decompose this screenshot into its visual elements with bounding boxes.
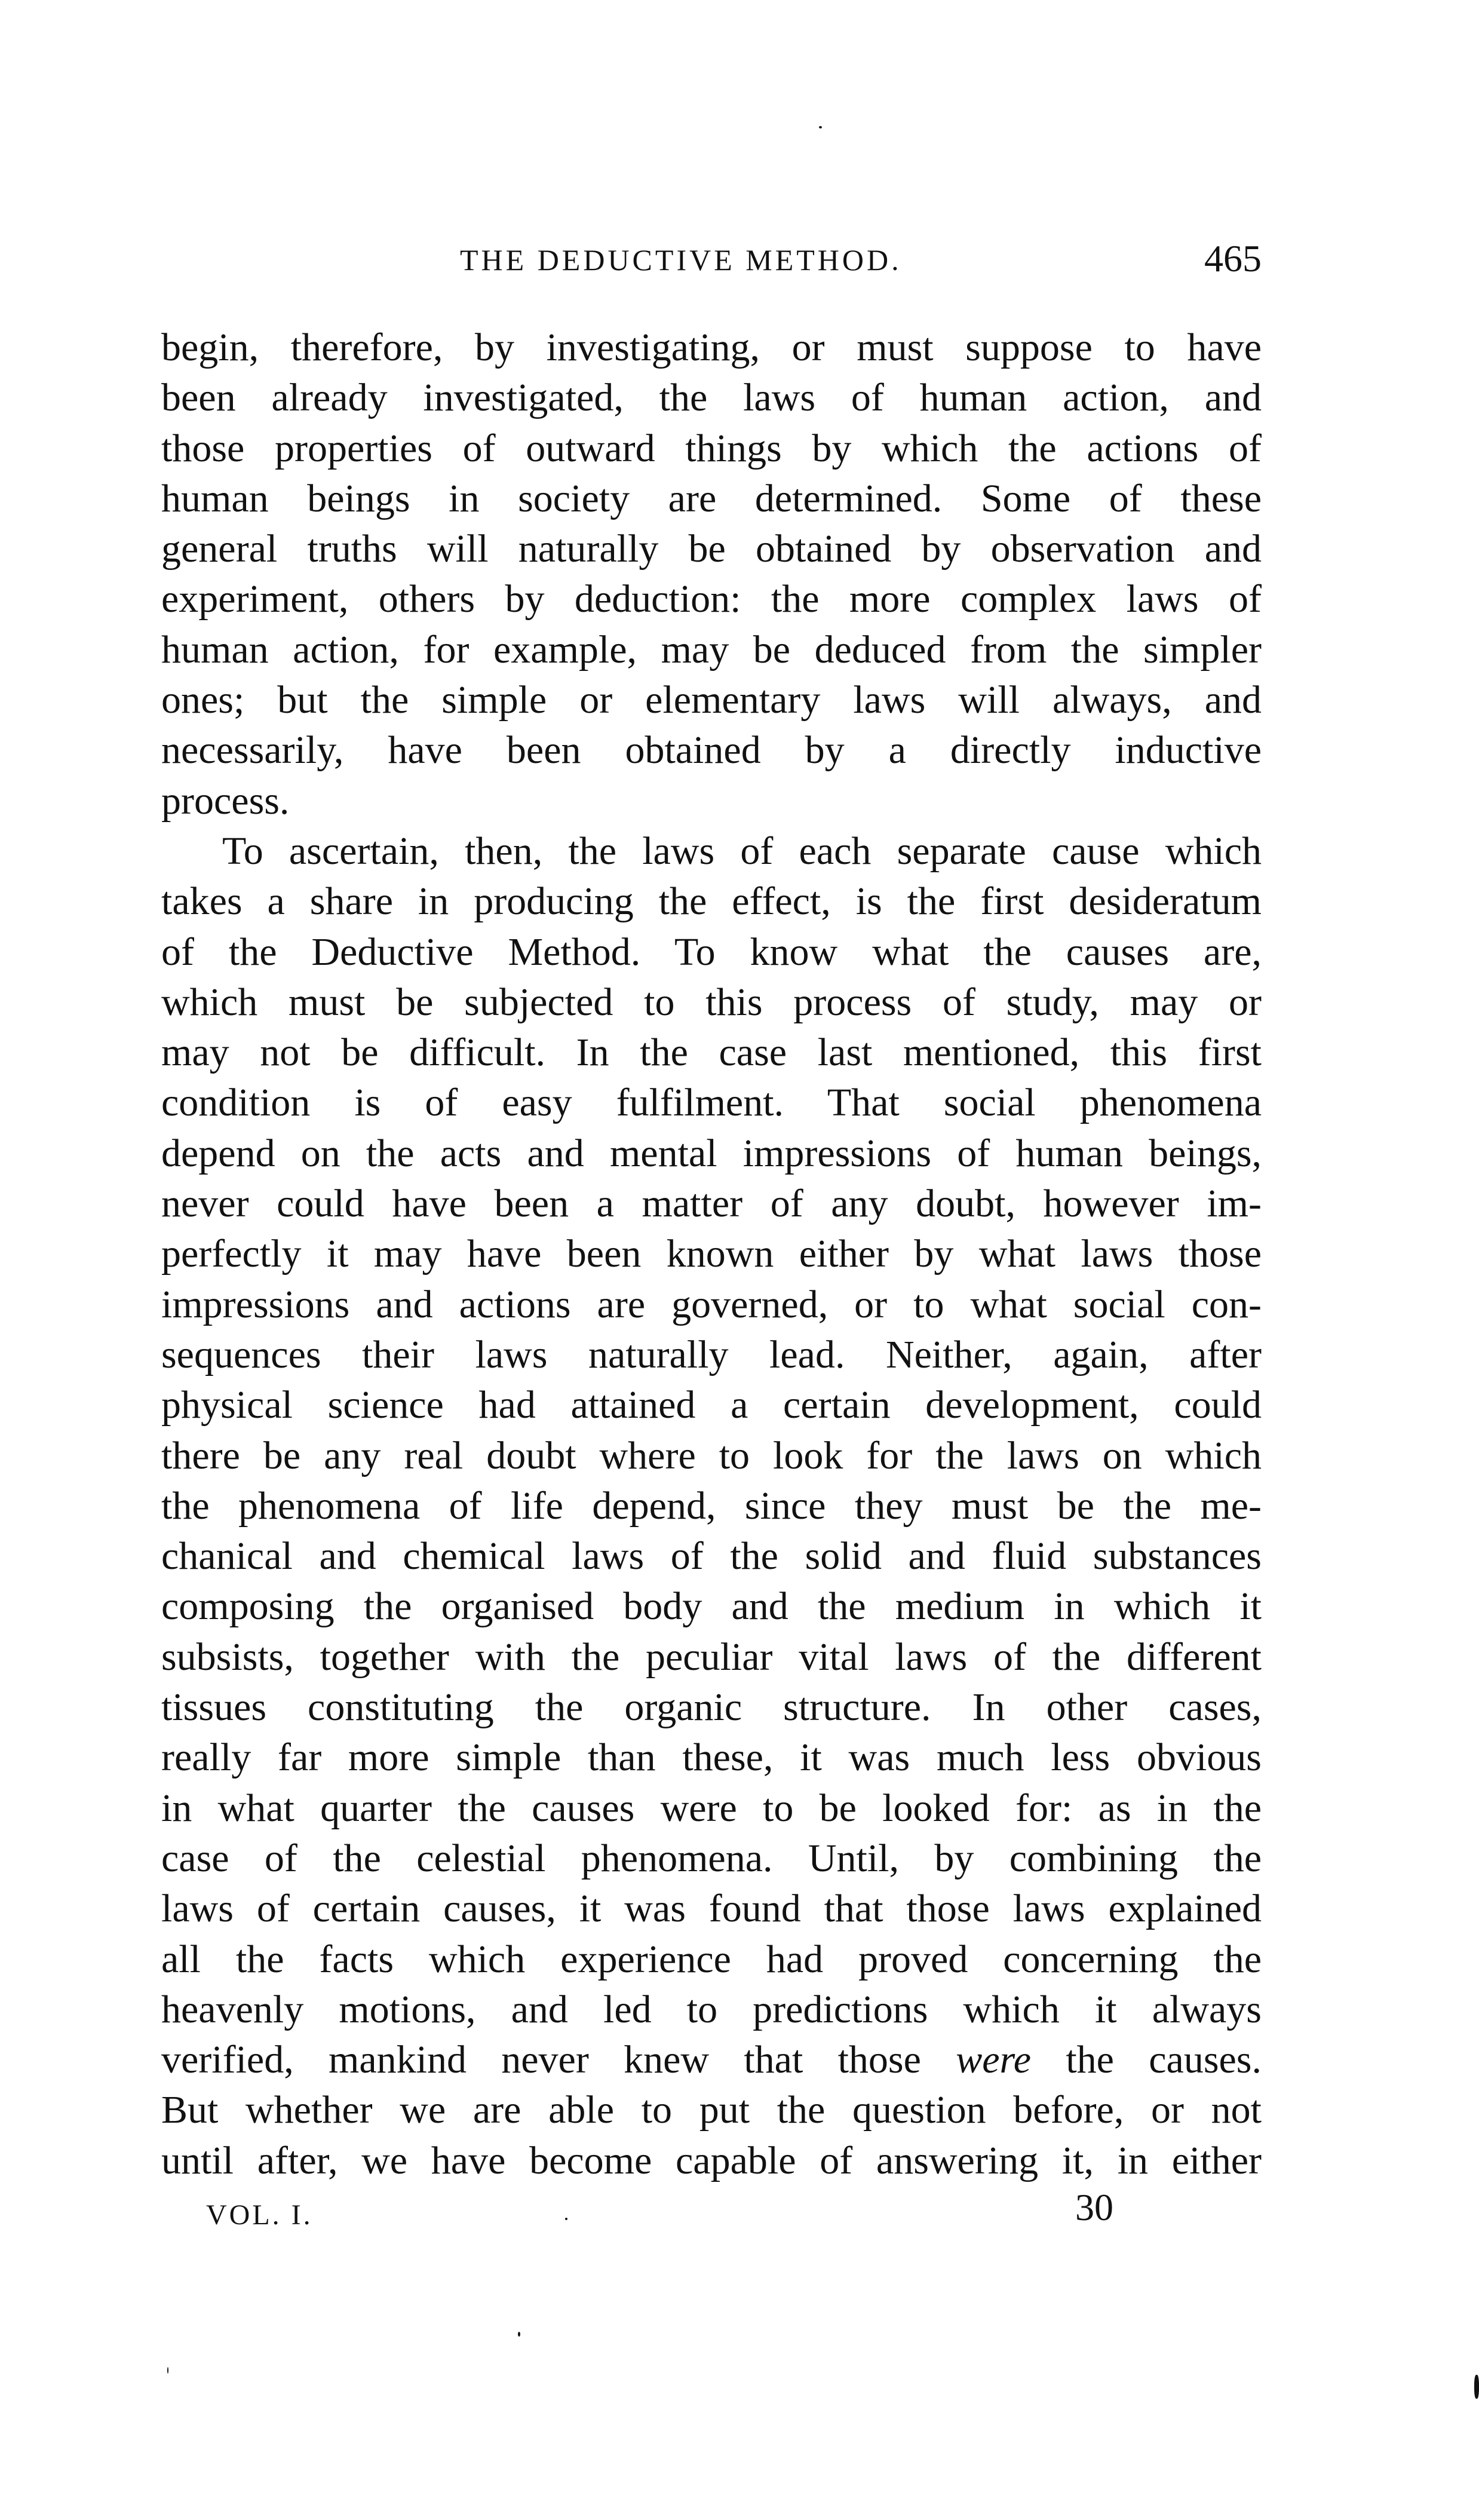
text-line: experiment, others by deduction: the more complex laws of: [161, 577, 1262, 621]
scan-speck: [819, 126, 822, 128]
text-line: never could have been a matter of any doubt, however im-: [161, 1182, 1262, 1226]
text-line: verified, mankind never knew that those were the causes.: [161, 2038, 1262, 2082]
scan-speck: [518, 2332, 520, 2337]
text-line: ones; but the simple or elementary laws will always, and: [161, 678, 1262, 722]
text-line: subsists, together with the peculiar vital laws of the different: [161, 1635, 1262, 1679]
signature-mark: 30: [1075, 2186, 1113, 2228]
text-line: impressions and actions are governed, or to what social con-: [161, 1282, 1262, 1326]
text-line: heavenly motions, and led to predictions which it always: [161, 1987, 1262, 2031]
text-line: in what quarter the causes were to be looked for: as in the: [161, 1786, 1262, 1830]
text-line: process.: [161, 778, 290, 823]
text-line: which must be subjected to this process of study, may or: [161, 980, 1262, 1024]
text-line: chanical and chemical laws of the solid and fluid substances: [161, 1534, 1262, 1578]
text-line: really far more simple than these, it was much less obvious: [161, 1736, 1262, 1780]
text-line: all the facts which experience had proved concerning the: [161, 1937, 1262, 1981]
text-line: physical science had attained a certain development, could: [161, 1383, 1262, 1427]
text-line: begin, therefore, by investigating, or must suppose to have: [161, 326, 1262, 369]
running-title: THE DEDUCTIVE METHOD.: [460, 243, 902, 277]
text-line: condition is of easy fulfilment. That social phenomena: [161, 1081, 1262, 1125]
scan-speck: [167, 2367, 168, 2374]
text-line: perfectly it may have been known either by what laws those: [161, 1232, 1262, 1276]
text-line: human beings in society are determined. Some of these: [161, 476, 1262, 520]
text-line: But whether we are able to put the question before, or not: [161, 2088, 1262, 2132]
emphasis-text: were: [956, 2038, 1032, 2082]
text-line: of the Deductive Method. To know what the causes are,: [161, 930, 1262, 974]
text-line: composing the organised body and the medium in which it: [161, 1584, 1262, 1629]
body-text: [161, 323, 1262, 2186]
scan-speck: [565, 2218, 567, 2220]
text-line: To ascertain, then, the laws of each separate cause which: [222, 829, 1262, 873]
volume-label: VOL. I.: [206, 2199, 313, 2231]
text-line: depend on the acts and mental impressions of human beings,: [161, 1131, 1262, 1175]
text-line: human action, for example, may be deduced from the simpler: [161, 627, 1262, 672]
text-line: laws of certain causes, it was found that those laws explained: [161, 1887, 1262, 1931]
text-line: those properties of outward things by which the actions of: [161, 426, 1262, 470]
text-line: may not be difficult. In the case last mentioned, this first: [161, 1031, 1262, 1075]
text-line: there be any real doubt where to look for the laws on which: [161, 1433, 1262, 1477]
text-line: the phenomena of life depend, since they must be the me-: [161, 1483, 1262, 1528]
text-line: been already investigated, the laws of human action, and: [161, 376, 1262, 420]
text-line: tissues constituting the organic structure. In other cases,: [161, 1685, 1262, 1730]
text-line: general truths will naturally be obtained by observation and: [161, 527, 1262, 571]
text-line: case of the celestial phenomena. Until, by combining the: [161, 1836, 1262, 1880]
text-line: necessarily, have been obtained by a directly inductive: [161, 728, 1262, 772]
scan-speck: [1474, 2375, 1479, 2399]
text-line: until after, we have become capable of answering it, in either: [161, 2138, 1262, 2182]
text-line: sequences their laws naturally lead. Neither, again, after: [161, 1332, 1262, 1377]
page-number: 465: [1204, 237, 1262, 280]
text-line: takes a share in producing the effect, is the first desideratum: [161, 879, 1262, 924]
